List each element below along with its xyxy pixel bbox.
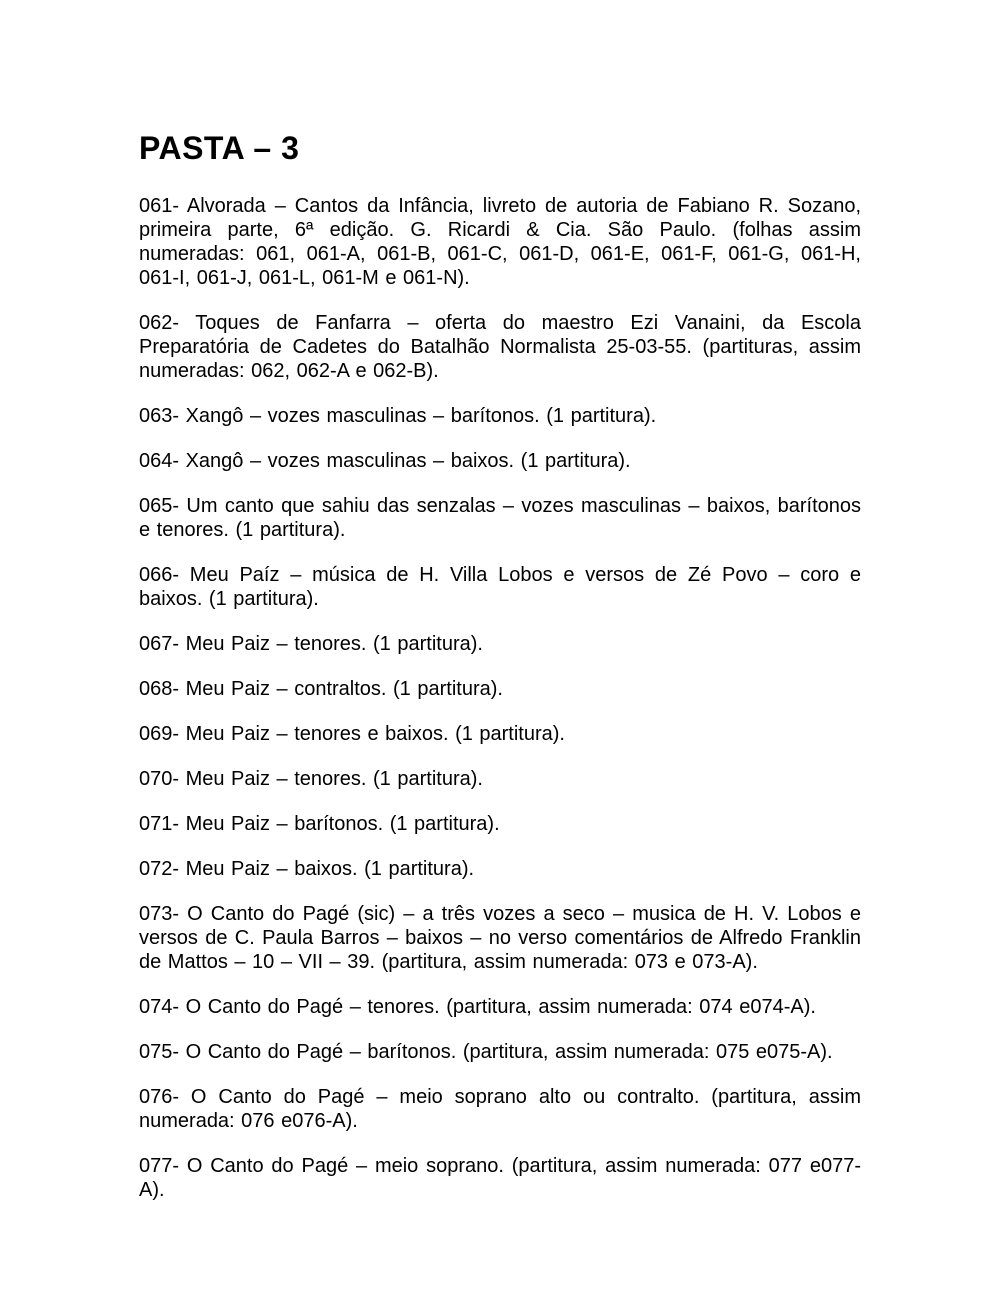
page-title: PASTA – 3 [139, 130, 300, 166]
entry-074: 074- O Canto do Pagé – tenores. (partitura, assim numerada: 074 e074-A). [139, 996, 816, 1018]
entry-075: 075- O Canto do Pagé – barítonos. (partitura, assim numerada: 075 e075-A). [139, 1041, 833, 1063]
entry-071: 071- Meu Paiz – barítonos. (1 partitura). [139, 813, 500, 835]
entry-068: 068- Meu Paiz – contraltos. (1 partitura). [139, 678, 503, 700]
entry-073: 073- O Canto do Pagé (sic) – a três vozes a seco – musica de H. V. Lobos e versos de C. Paula Barros – baixos – no verso comentários de Alfredo Franklin de Mattos – 10 – VII – 39. (partitura, assim numerada: 073 e 073-A). [139, 903, 861, 973]
entry-066: 066- Meu Paíz – música de H. Villa Lobos e versos de Zé Povo – coro e baixos. (1 partitura). [139, 564, 861, 610]
entry-062: 062- Toques de Fanfarra – oferta do maestro Ezi Vanaini, da Escola Preparatória de Cadetes do Batalhão Normalista 25-03-55. (partituras, assim numeradas: 062, 062-A e 062-B). [139, 312, 861, 382]
entry-069: 069- Meu Paiz – tenores e baixos. (1 partitura). [139, 723, 565, 745]
entry-064: 064- Xangô – vozes masculinas – baixos. (1 partitura). [139, 450, 631, 472]
entry-077: 077- O Canto do Pagé – meio soprano. (partitura, assim numerada: 077 e077-A). [139, 1155, 861, 1201]
entry-065: 065- Um canto que sahiu das senzalas – vozes masculinas – baixos, barítonos e tenores. (1 partitura). [139, 495, 861, 541]
entry-063: 063- Xangô – vozes masculinas – barítonos. (1 partitura). [139, 405, 657, 427]
entry-072: 072- Meu Paiz – baixos. (1 partitura). [139, 858, 475, 880]
entry-067: 067- Meu Paiz – tenores. (1 partitura). [139, 633, 483, 655]
entry-070: 070- Meu Paiz – tenores. (1 partitura). [139, 768, 483, 790]
entry-061: 061- Alvorada – Cantos da Infância, livreto de autoria de Fabiano R. Sozano, primeira parte, 6ª edição. G. Ricardi & Cia. São Paulo. (folhas assim numeradas: 061, 061-A, 061-B, 061-C, 061-D, 061-E, 061-F, 061-G, 061-H, 061-I, 061-J, 061-L, 061-M e 061-N). [139, 195, 861, 289]
entry-076: 076- O Canto do Pagé – meio soprano alto ou contralto. (partitura, assim numerada: 076 e076-A). [139, 1086, 861, 1132]
